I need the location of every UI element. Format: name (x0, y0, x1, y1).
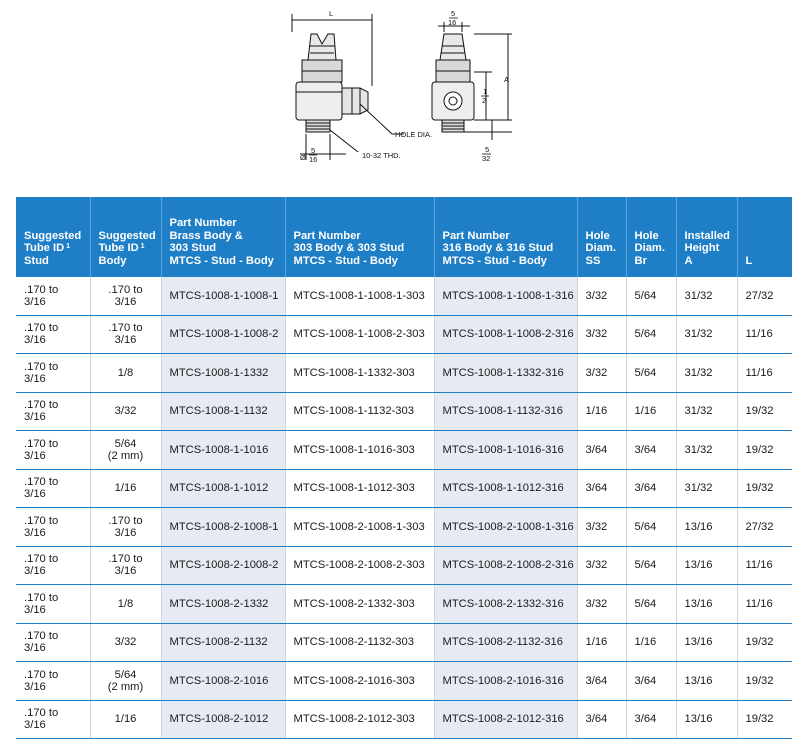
cell-length-l: 11/16 (737, 354, 792, 393)
table-body (16, 277, 792, 739)
cell-length-l: 11/16 (737, 315, 792, 354)
cell-length-l: 19/32 (737, 662, 792, 701)
fitting-drawing (0, 0, 800, 195)
cell-303-part-number: MTCS-1008-2-1008-2-303 (285, 546, 434, 585)
cell-316-part-number: MTCS-1008-2-1008-1-316 (434, 508, 577, 547)
cell-hole-diam-ss: 1/16 (577, 623, 626, 662)
cell-stud-tube-id: .170 to 3/16 (16, 392, 90, 431)
cell-installed-height: 31/32 (676, 469, 737, 508)
cell-stud-tube-id: .170 to 3/16 (16, 623, 90, 662)
header-line: 316 Body & 316 Stud (442, 242, 554, 254)
cell-316-part-number: MTCS-1008-2-1012-316 (434, 700, 577, 739)
cell-316-part-number: MTCS-1008-2-1008-2-316 (434, 546, 577, 585)
dim-half-den: 2 (482, 96, 487, 105)
header-brass-part-number (161, 197, 285, 277)
header-line: MTCS - Stud - Body (293, 254, 398, 267)
header-line: MTCS - Stud - Body (442, 254, 547, 267)
header-line: Stud (24, 254, 49, 267)
table-row (16, 700, 792, 739)
cell-303-part-number: MTCS-1008-2-1012-303 (285, 700, 434, 739)
table-row (16, 585, 792, 624)
cell-hole-diam-ss: 3/64 (577, 662, 626, 701)
cell-stud-tube-id: .170 to 3/16 (16, 315, 90, 354)
cell-hole-diam-br: 1/16 (626, 623, 676, 662)
header-line: Height (684, 242, 720, 254)
cell-installed-height: 13/16 (676, 662, 737, 701)
cell-installed-height: 13/16 (676, 585, 737, 624)
cell-installed-height: 31/32 (676, 392, 737, 431)
hole-dia-label: HOLE DIA. (395, 130, 433, 139)
cell-brass-part-number: MTCS-1008-1-1016 (161, 431, 285, 470)
cell-brass-part-number: MTCS-1008-1-1332 (161, 354, 285, 393)
cell-316-part-number: MTCS-1008-2-1016-316 (434, 662, 577, 701)
header-line: Br (634, 254, 647, 267)
header-line: Installed (684, 229, 730, 242)
dim-length-label: L (329, 9, 334, 18)
header-line: A (684, 254, 693, 267)
table-row (16, 354, 792, 393)
cell-length-l: 11/16 (737, 546, 792, 585)
cell-brass-part-number: MTCS-1008-2-1012 (161, 700, 285, 739)
cell-316-part-number: MTCS-1008-1-1008-2-316 (434, 315, 577, 354)
cell-body-tube-id: 5/64 (2 mm) (90, 431, 161, 470)
cell-303-part-number: MTCS-1008-2-1132-303 (285, 623, 434, 662)
cell-body-tube-id: .170 to 3/16 (90, 546, 161, 585)
cell-hole-diam-br: 3/64 (626, 662, 676, 701)
cell-length-l: 27/32 (737, 508, 792, 547)
cell-brass-part-number: MTCS-1008-1-1132 (161, 392, 285, 431)
cell-stud-tube-id: .170 to 3/16 (16, 585, 90, 624)
header-hole-diam-ss (577, 197, 626, 277)
header-line: Body (98, 254, 127, 267)
cell-body-tube-id: .170 to 3/16 (90, 277, 161, 315)
cell-316-part-number: MTCS-1008-2-1332-316 (434, 585, 577, 624)
cell-303-part-number: MTCS-1008-1-1332-303 (285, 354, 434, 393)
table-header-row (16, 197, 792, 277)
table-row (16, 392, 792, 431)
cell-stud-tube-id: .170 to 3/16 (16, 508, 90, 547)
cell-hole-diam-br: 3/64 (626, 431, 676, 470)
cell-hole-diam-ss: 3/64 (577, 431, 626, 470)
cell-hole-diam-ss: 3/32 (577, 508, 626, 547)
header-body-tube-id (90, 197, 161, 277)
cell-316-part-number: MTCS-1008-2-1132-316 (434, 623, 577, 662)
table-row (16, 508, 792, 547)
thread-label: 10-32 THD. (362, 151, 401, 160)
cell-stud-tube-id: .170 to 3/16 (16, 431, 90, 470)
cell-hole-diam-br: 5/64 (626, 585, 676, 624)
cell-hole-diam-ss: 3/32 (577, 546, 626, 585)
cell-303-part-number: MTCS-1008-1-1008-1-303 (285, 277, 434, 315)
table-row (16, 277, 792, 315)
cell-body-tube-id: .170 to 3/16 (90, 315, 161, 354)
stud-num: 5 (485, 145, 490, 154)
technical-drawing (0, 0, 800, 195)
cell-brass-part-number: MTCS-1008-2-1332 (161, 585, 285, 624)
cell-installed-height: 31/32 (676, 431, 737, 470)
cell-316-part-number: MTCS-1008-1-1016-316 (434, 431, 577, 470)
cell-stud-tube-id: .170 to 3/16 (16, 700, 90, 739)
cell-303-part-number: MTCS-1008-1-1132-303 (285, 392, 434, 431)
cell-body-tube-id: 1/8 (90, 585, 161, 624)
cell-length-l: 27/32 (737, 277, 792, 315)
cell-body-tube-id: 5/64 (2 mm) (90, 662, 161, 701)
diam-den: 16 (309, 155, 318, 164)
cell-installed-height: 13/16 (676, 546, 737, 585)
cell-hole-diam-br: 5/64 (626, 315, 676, 354)
cell-hole-diam-br: 3/64 (626, 469, 676, 508)
header-line: Diam. (634, 242, 665, 254)
table-row (16, 431, 792, 470)
header-line: Tube ID $^1$ (98, 242, 145, 254)
cell-stud-tube-id: .170 to 3/16 (16, 354, 90, 393)
cell-brass-part-number: MTCS-1008-2-1008-1 (161, 508, 285, 547)
cell-length-l: 19/32 (737, 623, 792, 662)
header-line: 303 Body & 303 Stud (293, 242, 405, 254)
header-line: 303 Stud (169, 242, 217, 254)
dim-half-num: 1 (483, 87, 488, 96)
cell-hole-diam-ss: 3/32 (577, 277, 626, 315)
stud-den: 32 (482, 154, 491, 163)
header-line: Part Number (169, 217, 237, 229)
header-hole-diam-br (626, 197, 676, 277)
dim-width-den: 16 (448, 18, 457, 27)
header-line: Part Number (293, 229, 361, 242)
cell-body-tube-id: 1/16 (90, 700, 161, 739)
cell-hole-diam-ss: 1/16 (577, 392, 626, 431)
header-line: SS (585, 254, 601, 267)
header-line: Hole (585, 229, 610, 242)
cell-body-tube-id: 1/8 (90, 354, 161, 393)
header-line: Suggested (98, 229, 156, 242)
dim-width-num: 5 (451, 9, 456, 18)
cell-stud-tube-id: .170 to 3/16 (16, 277, 90, 315)
table-row (16, 662, 792, 701)
header-line: Tube ID $^1$ (24, 242, 71, 254)
footnote-marker: 1 (138, 243, 145, 250)
cell-body-tube-id: .170 to 3/16 (90, 508, 161, 547)
cell-installed-height: 31/32 (676, 354, 737, 393)
cell-brass-part-number: MTCS-1008-1-1012 (161, 469, 285, 508)
header-stud-tube-id (16, 197, 90, 277)
cell-hole-diam-ss: 3/32 (577, 354, 626, 393)
header-line: Diam. (585, 242, 616, 254)
table-row (16, 315, 792, 354)
cell-303-part-number: MTCS-1008-2-1008-1-303 (285, 508, 434, 547)
cell-hole-diam-br: 5/64 (626, 277, 676, 315)
footnote-marker: 1 (64, 243, 71, 250)
table-row (16, 623, 792, 662)
header-line: Brass Body & (169, 229, 243, 242)
header-line: MTCS - Stud - Body (169, 254, 274, 267)
cell-303-part-number: MTCS-1008-1-1012-303 (285, 469, 434, 508)
header-303-part-number (285, 197, 434, 277)
cell-stud-tube-id: .170 to 3/16 (16, 662, 90, 701)
cell-installed-height: 13/16 (676, 508, 737, 547)
cell-hole-diam-ss: 3/64 (577, 700, 626, 739)
cell-installed-height: 31/32 (676, 277, 737, 315)
cell-316-part-number: MTCS-1008-1-1332-316 (434, 354, 577, 393)
cell-length-l: 11/16 (737, 585, 792, 624)
cell-brass-part-number: MTCS-1008-1-1008-2 (161, 315, 285, 354)
cell-316-part-number: MTCS-1008-1-1012-316 (434, 469, 577, 508)
cell-brass-part-number: MTCS-1008-1-1008-1 (161, 277, 285, 315)
cell-stud-tube-id: .170 to 3/16 (16, 546, 90, 585)
header-installed-height (676, 197, 737, 277)
cell-body-tube-id: 3/32 (90, 623, 161, 662)
diam-num: 5 (311, 146, 316, 155)
cell-303-part-number: MTCS-1008-1-1008-2-303 (285, 315, 434, 354)
cell-hole-diam-ss: 3/64 (577, 469, 626, 508)
cell-length-l: 19/32 (737, 469, 792, 508)
cell-body-tube-id: 1/16 (90, 469, 161, 508)
cell-brass-part-number: MTCS-1008-2-1016 (161, 662, 285, 701)
header-line: Part Number (442, 229, 510, 242)
cell-length-l: 19/32 (737, 431, 792, 470)
cell-brass-part-number: MTCS-1008-2-1132 (161, 623, 285, 662)
cell-hole-diam-br: 1/16 (626, 392, 676, 431)
cell-303-part-number: MTCS-1008-1-1016-303 (285, 431, 434, 470)
cell-installed-height: 13/16 (676, 623, 737, 662)
cell-303-part-number: MTCS-1008-2-1016-303 (285, 662, 434, 701)
cell-316-part-number: MTCS-1008-1-1008-1-316 (434, 277, 577, 315)
cell-brass-part-number: MTCS-1008-2-1008-2 (161, 546, 285, 585)
cell-hole-diam-ss: 3/32 (577, 315, 626, 354)
cell-hole-diam-br: 5/64 (626, 546, 676, 585)
cell-installed-height: 13/16 (676, 700, 737, 739)
specification-table (16, 197, 792, 739)
cell-303-part-number: MTCS-1008-2-1332-303 (285, 585, 434, 624)
header-length-l (737, 197, 792, 277)
cell-hole-diam-br: 3/64 (626, 700, 676, 739)
dim-height-label: A (504, 75, 510, 84)
header-line: Hole (634, 229, 659, 242)
cell-length-l: 19/32 (737, 392, 792, 431)
cell-hole-diam-br: 5/64 (626, 354, 676, 393)
cell-body-tube-id: 3/32 (90, 392, 161, 431)
cell-length-l: 19/32 (737, 700, 792, 739)
cell-hole-diam-ss: 3/32 (577, 585, 626, 624)
header-line: L (745, 254, 753, 267)
cell-316-part-number: MTCS-1008-1-1132-316 (434, 392, 577, 431)
cell-hole-diam-br: 5/64 (626, 508, 676, 547)
cell-installed-height: 31/32 (676, 315, 737, 354)
cell-stud-tube-id: .170 to 3/16 (16, 469, 90, 508)
table-row (16, 469, 792, 508)
table-row (16, 546, 792, 585)
header-line: Suggested (24, 229, 82, 242)
diam-prefix: Ø (300, 153, 306, 162)
header-316-part-number (434, 197, 577, 277)
